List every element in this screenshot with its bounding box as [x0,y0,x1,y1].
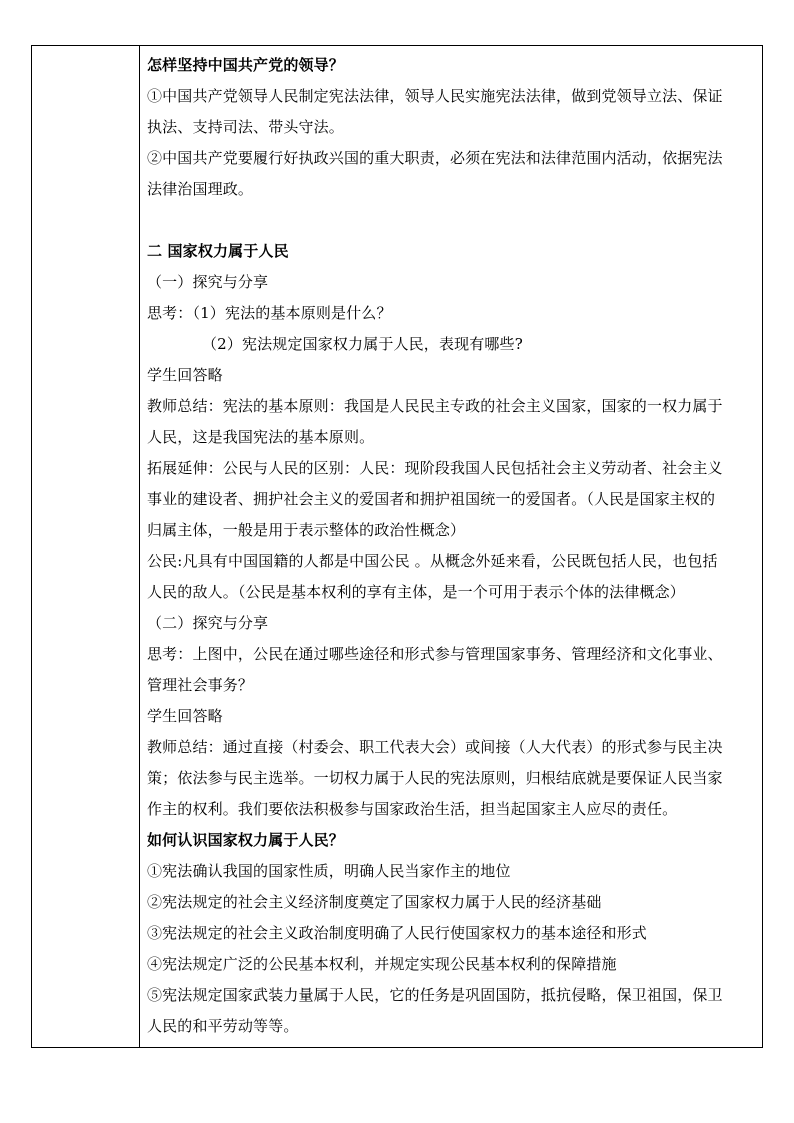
paragraph-line: 人民，这是我国宪法的基本原则。 [147,428,375,446]
lesson-table [31,45,763,1048]
section-title: 二 国家权力属于人民 [147,242,289,260]
paragraph-line: 拓展延伸：公民与人民的区别：人民：现阶段我国人民包括社会主义劳动者、社会主义 [147,459,723,477]
paragraph-line: 策；依法参与民主选举。一切权力属于人民的宪法原则，归根结底就是要保证人民当家 [147,769,723,787]
heading-people-power: 如何认识国家权力属于人民？ [147,831,344,849]
subsection-title: （二）探究与分享 [147,614,269,632]
list-item: ⑤宪法规定国家武装力量属于人民，它的任务是巩固国防，抵抗侵略，保卫祖国，保卫 [147,986,723,1004]
heading-leadership: 怎样坚持中国共产党的领导？ [147,56,344,74]
question-line: 管理社会事务？ [147,676,254,694]
paragraph-line: 人民的敌人。（公民是基本权利的享有主体，是一个可用于表示个体的法律概念） [147,583,685,601]
content-cell [147,50,757,1042]
blank-line [147,205,757,236]
subsection-title: （一）探究与分享 [147,273,269,291]
paragraph-line: 学生回答略 [147,366,223,384]
question-line: 思考：（1）宪法的基本原则是什么？ [147,304,392,322]
paragraph-line: ②中国共产党要履行好执政兴国的重大职责，必须在宪法和法律范围内活动，依据宪法 [147,149,723,167]
paragraph-line: ①中国共产党领导人民制定宪法法律，领导人民实施宪法法律，做到党领导立法、保证 [147,87,723,105]
question-line: （2）宪法规定国家权力属于人民，表现有哪些? [202,335,523,353]
list-item: ②宪法规定的社会主义经济制度奠定了国家权力属于人民的经济基础 [147,893,602,911]
list-item: 人民的和平劳动等等。 [147,1017,299,1035]
left-column-cell [32,46,140,1047]
paragraph-line: 法律治国理政。 [147,180,254,198]
paragraph-line: 执法、支持司法、带头守法。 [147,118,344,136]
list-item: ③宪法规定的社会主义政治制度明确了人民行使国家权力的基本途径和形式 [147,924,647,942]
paragraph-line: 归属主体，一般是用于表示整体的政治性概念） [147,521,466,539]
paragraph-line: 事业的建设者、拥护社会主义的爱国者和拥护祖国统一的爱国者。（人民是国家主权的 [147,490,716,508]
paragraph-line: 教师总结：宪法的基本原则：我国是人民民主专政的社会主义国家，国家的一权力属于 [147,397,723,415]
paragraph-line: 教师总结：通过直接（村委会、职工代表大会）或间接（人大代表）的形式参与民主决 [147,738,723,756]
question-line: 思考：上图中，公民在通过哪些途径和形式参与管理国家事务、管理经济和文化事业、 [147,645,723,663]
list-item: ④宪法规定广泛的公民基本权利，并规定实现公民基本权利的保障措施 [147,955,617,973]
paragraph-line: 公民:凡具有中国国籍的人都是中国公民 。从概念外延来看，公民既包括人民，也包括 [147,552,718,570]
list-item: ①宪法确认我国的国家性质，明确人民当家作主的地位 [147,862,511,880]
paragraph-line: 学生回答略 [147,707,223,725]
paragraph-line: 作主的权利。我们要依法积极参与国家政治生活，担当起国家主人应尽的责任。 [147,800,678,818]
